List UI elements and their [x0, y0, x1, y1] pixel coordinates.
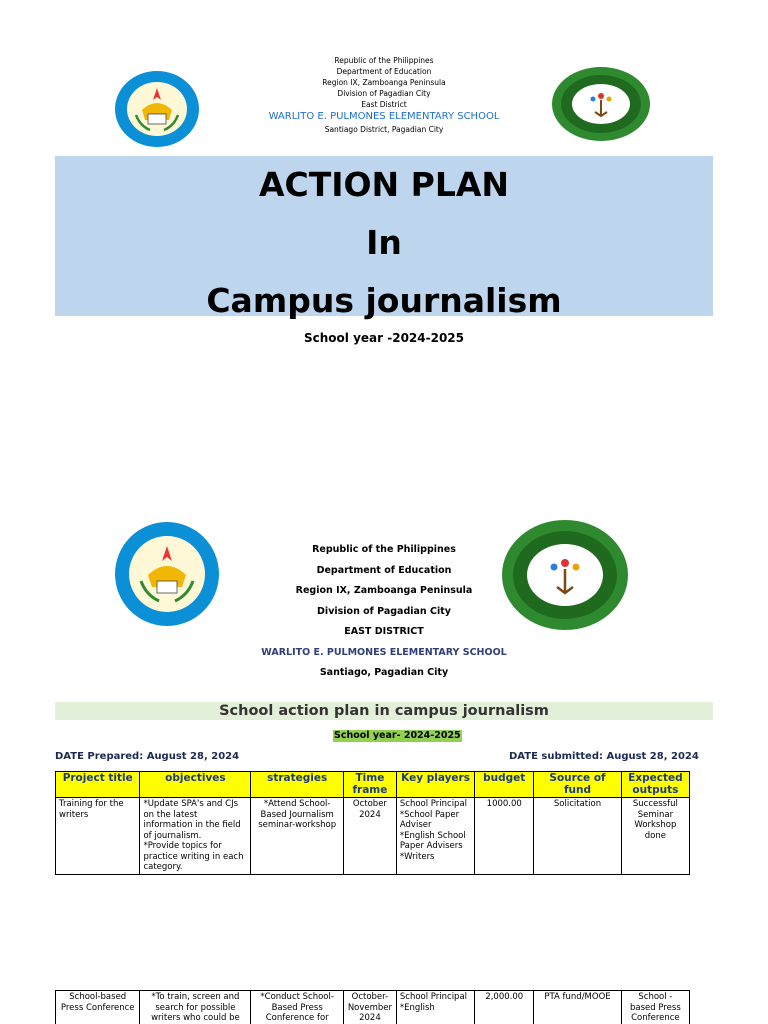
table-cell: Successful Seminar Workshop done: [621, 798, 689, 875]
date-prepared: DATE Prepared: August 28, 2024: [55, 751, 240, 762]
school-year-highlight: School year- 2024-2025: [334, 730, 461, 741]
school-address: Santiago, Pagadian City: [319, 667, 449, 678]
header-line: Republic of the Philippines: [312, 544, 456, 555]
table-cell: *To train, screen and search for possible writers who could be: [140, 991, 251, 1024]
school-name: WARLITO E. PULMONES ELEMENTARY SCHOOL: [268, 111, 500, 122]
header-line: Region IX, Zamboanga Peninsula: [295, 585, 473, 596]
column-header: budget: [475, 772, 534, 798]
table-row: [56, 798, 690, 875]
table-cell: Training for the writers: [56, 798, 140, 875]
table-cell: 1000.00: [475, 798, 534, 875]
header-block: [234, 55, 534, 135]
column-header: Time frame: [343, 772, 396, 798]
header-line: East District: [361, 100, 407, 109]
banner-line-3: Campus journalism: [206, 281, 562, 320]
header-line: Department of Education: [316, 564, 452, 576]
table-cell: October 2024: [343, 798, 396, 875]
column-header: Source of fund: [534, 772, 622, 798]
table-cell: School - based Press Conference: [621, 991, 689, 1024]
table-cell: 2,000.00: [475, 991, 534, 1024]
school-name: WARLITO E. PULMONES ELEMENTARY SCHOOL: [261, 646, 507, 658]
table-header-row: [56, 772, 690, 798]
school-seal-icon: [551, 66, 651, 142]
banner-line-1: ACTION PLAN: [258, 165, 510, 204]
table-cell: *Attend School-Based Journalism seminar-workshop: [251, 798, 344, 875]
table-cell: October-November 2024: [343, 991, 396, 1024]
table-row: [56, 991, 690, 1024]
action-plan-table: [55, 990, 690, 1024]
header-line: Division of Pagadian City: [317, 605, 451, 617]
column-header: strategies: [251, 772, 344, 798]
column-header: Project title: [56, 772, 140, 798]
column-header: Expected outputs: [621, 772, 689, 798]
table-cell: *Conduct School-Based Press Conference for: [251, 991, 344, 1024]
header-block: [234, 540, 534, 684]
school-address: Santiago District, Pagadian City: [324, 125, 444, 134]
table-cell: Solicitation: [534, 798, 622, 875]
header-line: Region IX, Zamboanga Peninsula: [322, 78, 446, 87]
column-header: objectives: [140, 772, 251, 798]
division-seal-icon: [114, 70, 200, 148]
banner-line-2: In: [366, 223, 402, 262]
header-line: EAST DISTRICT: [344, 626, 424, 637]
plan-title: School action plan in campus journalism: [55, 702, 713, 720]
table-cell: PTA fund/MOOE: [534, 991, 622, 1024]
header-line: Republic of the Philippines: [334, 56, 434, 65]
title-banner: [55, 156, 713, 320]
table-cell: School Principal *English: [396, 991, 474, 1024]
school-year: School year -2024-2025: [304, 331, 464, 345]
date-submitted: DATE submitted: August 28, 2024: [509, 751, 699, 762]
header-line: Division of Pagadian City: [337, 89, 431, 98]
division-seal-icon: [114, 521, 220, 627]
column-header: Key players: [396, 772, 474, 798]
table-cell: School Principal *School Paper Adviser *English School Paper Advisers *Writers: [396, 798, 474, 875]
table-cell: School-based Press Conference: [56, 991, 140, 1024]
action-plan-table: [55, 771, 690, 875]
table-continuation: [55, 990, 695, 1024]
table-cell: *Update SPA's and CJs on the latest information in the field of journalism. *Provide topics for practice writing in each category.: [140, 798, 251, 875]
header-line: Department of Education: [336, 67, 432, 76]
